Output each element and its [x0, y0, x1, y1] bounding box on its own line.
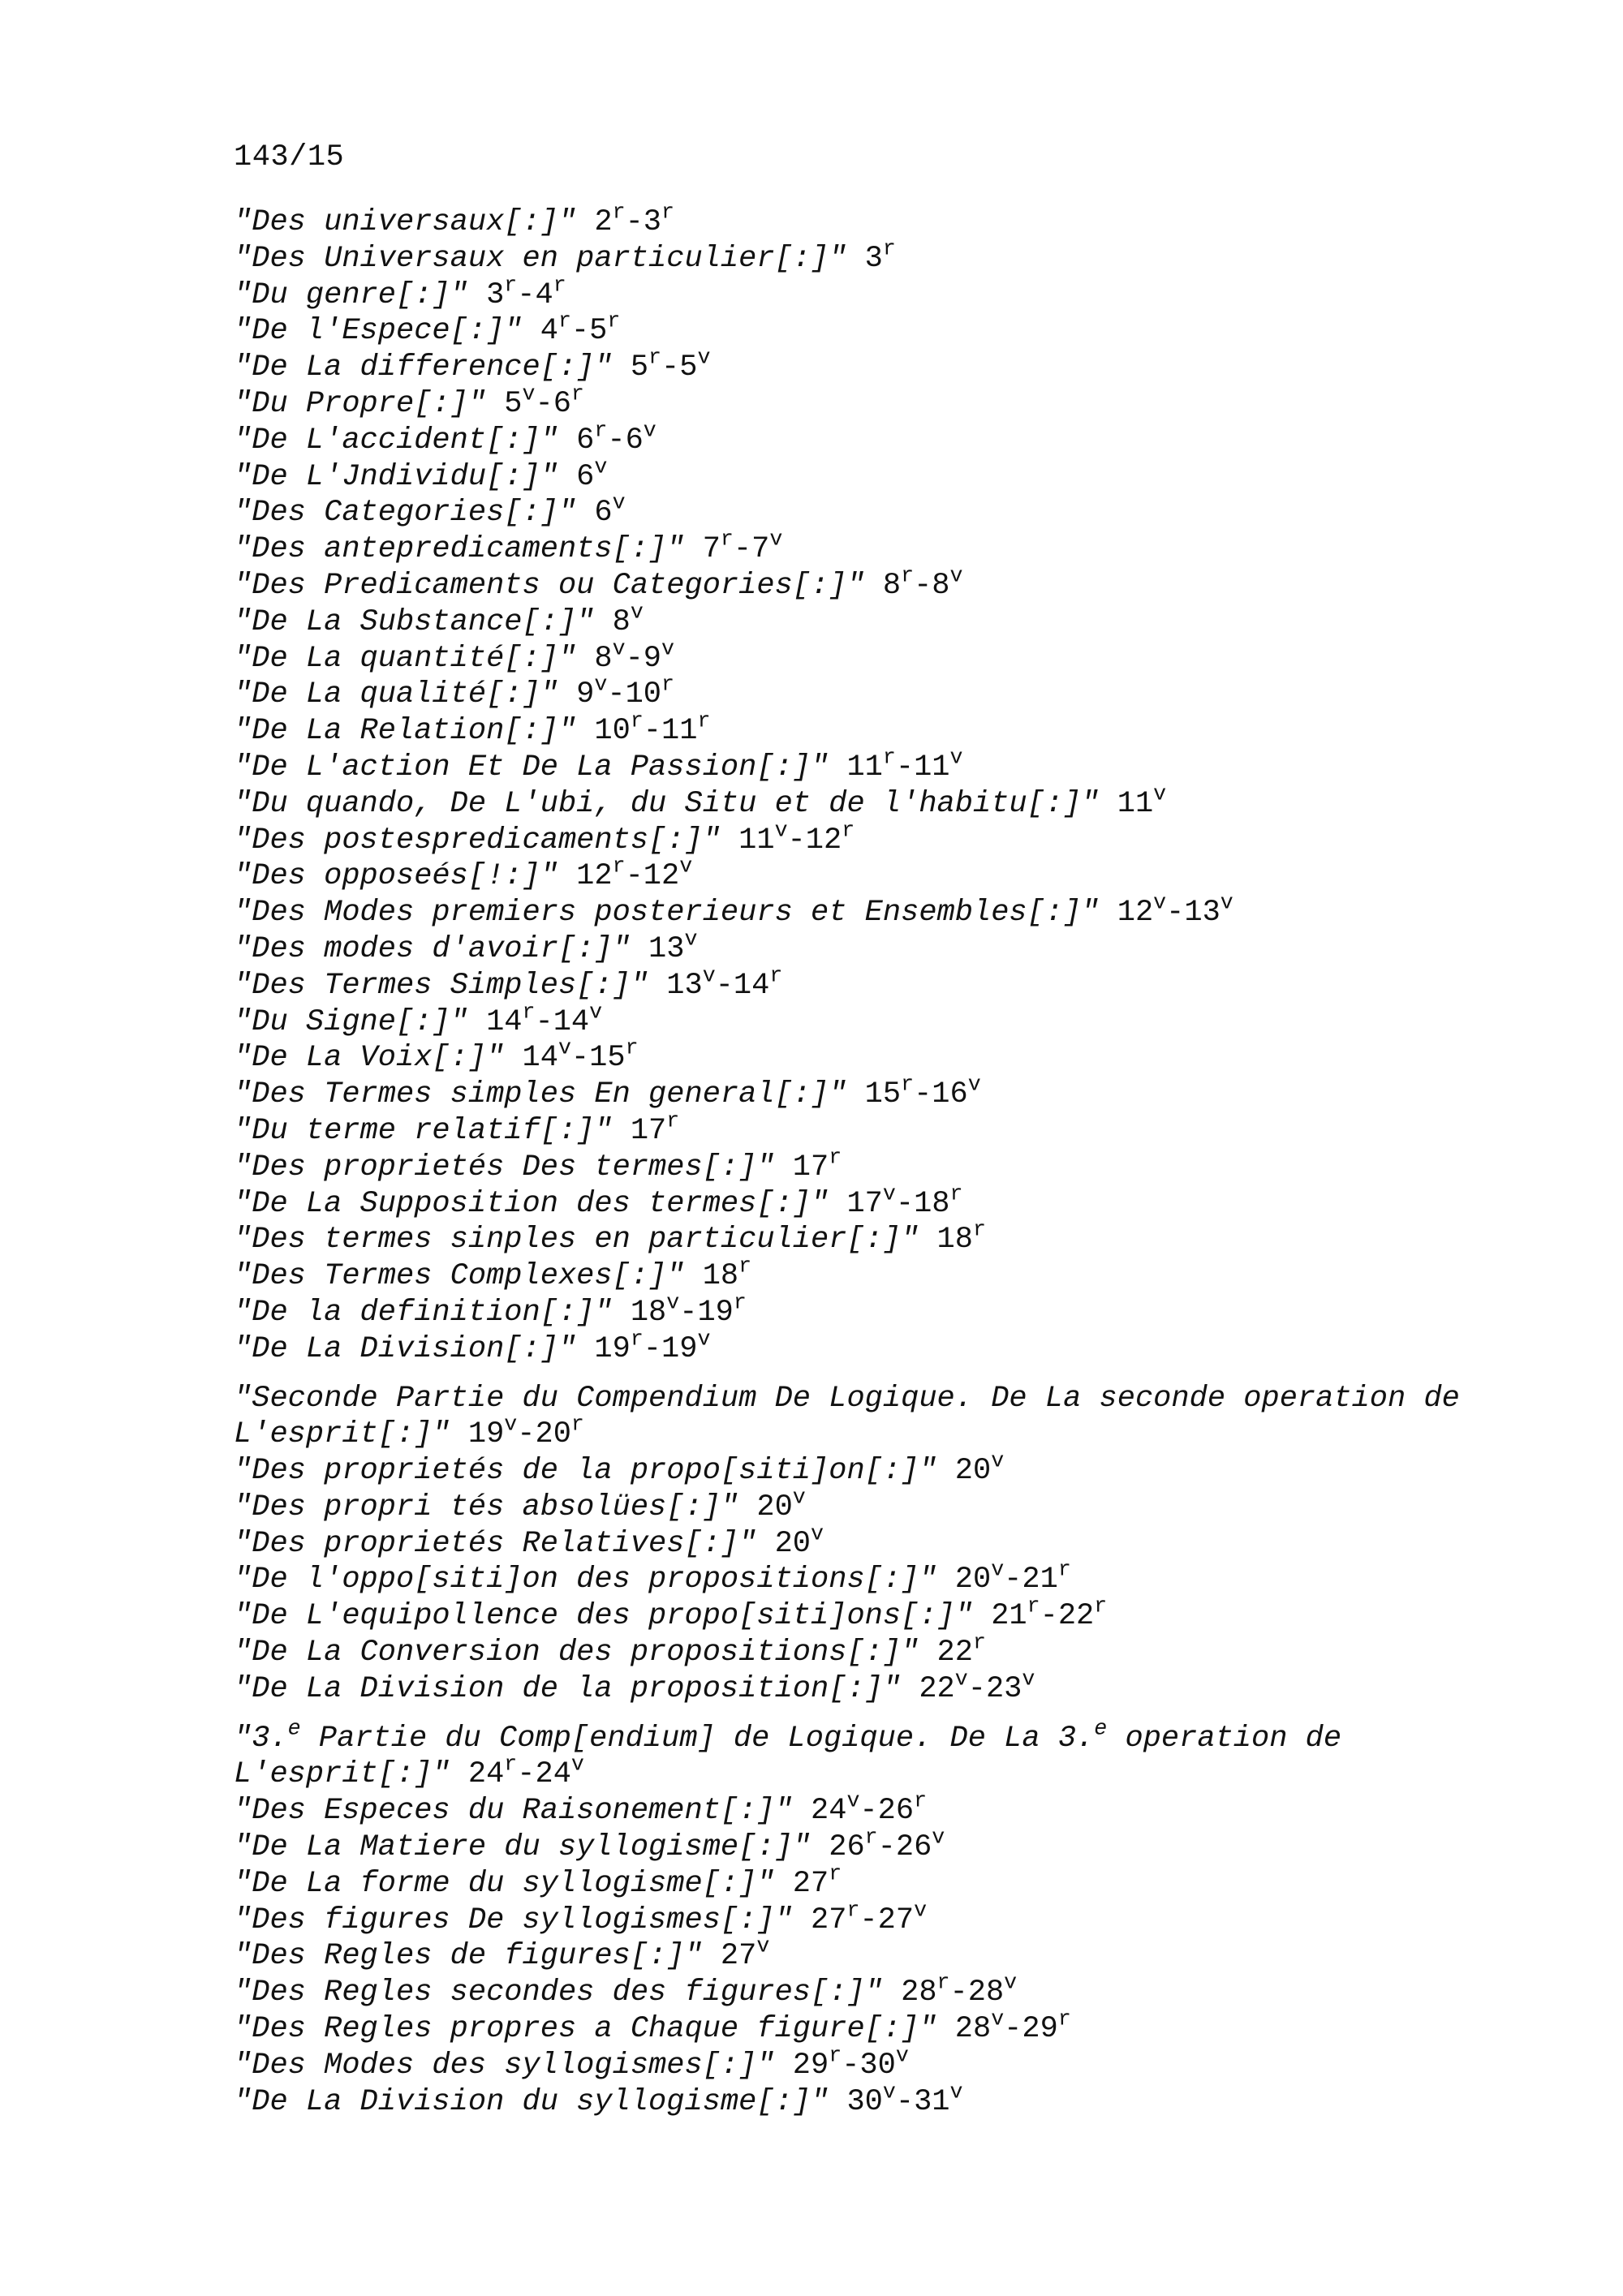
list-item: [234, 600, 1500, 641]
entry-folio: 22$^v$-23$^v$: [919, 1666, 1035, 1706]
entry-title: "Seconde Partie du Compendium De Logique. De La seconde operation de L'esprit[:]": [234, 1381, 1460, 1452]
list-item: [234, 817, 1500, 859]
entry-title: "Des Termes simples En general[:]": [234, 1077, 847, 1112]
entry-folio: 19$^v$-20$^r$: [467, 1412, 584, 1452]
entry-title: "De L'equipollence des propo[siti]ons[:]": [234, 1599, 973, 1634]
entry-folio: 13$^v$-14$^r$: [666, 963, 783, 1003]
list-item: [234, 1485, 1500, 1526]
entry-folio: 27$^v$: [720, 1933, 770, 1974]
document-id: 143/15: [234, 140, 345, 174]
list-item: [234, 672, 1500, 713]
entry-title: "Du quando, De L'ubi, du Situ et de l'habitu[:]": [234, 786, 1100, 821]
entry-title: "Des Modes des syllogismes[:]": [234, 2048, 775, 2083]
list-item: [234, 1861, 1500, 1903]
list-item: [234, 708, 1500, 750]
entry-folio: 12$^v$-13$^v$: [1117, 890, 1233, 931]
entry-title: "Des Categories[:]": [234, 496, 577, 531]
list-item: [234, 345, 1500, 386]
entry-title: "Des Universaux en particulier[:]": [234, 241, 847, 276]
list-item: [234, 2006, 1500, 2048]
entry-folio: 28$^r$-28$^v$: [901, 1970, 1018, 2010]
entry-title: "Des Termes Simples[:]": [234, 968, 649, 1003]
entry-title: "De La Voix[:]": [234, 1041, 505, 1076]
entry-folio: 20$^v$: [774, 1521, 824, 1561]
entry-folio: 27$^r$: [792, 1861, 842, 1901]
entry-title: "De L'action Et De La Passion[:]": [234, 750, 829, 785]
entry-title: "Des proprietés de la propo[siti]on[:]": [234, 1454, 937, 1489]
entry-title: "De l'oppo[siti]on des propositions[:]": [234, 1563, 937, 1597]
entry-title: "Des propri tés absolües[:]": [234, 1490, 739, 1524]
entry-title: "De La quantité[:]": [234, 641, 577, 676]
list-item: [234, 1716, 1500, 1794]
list-item: [234, 381, 1500, 423]
list-item: [234, 1825, 1500, 1866]
entry-title: "Des proprietés Des termes[:]": [234, 1150, 775, 1185]
entry-title: "Du Propre[:]": [234, 386, 487, 421]
list-item: [234, 1593, 1500, 1635]
list-item: [234, 927, 1500, 968]
entry-folio: 3$^r$: [864, 236, 896, 276]
list-item: [234, 635, 1500, 677]
list-item: [234, 527, 1500, 568]
entry-title: "Des Termes Complexes[:]": [234, 1259, 685, 1294]
list-item: [234, 1072, 1500, 1113]
entry-folio: 15$^r$-16$^v$: [864, 1072, 981, 1112]
entry-folio: 24$^v$-26$^r$: [811, 1788, 928, 1829]
list-item: [234, 1557, 1500, 1598]
entry-folio: 11$^v$: [1117, 781, 1167, 821]
list-item: [234, 1035, 1500, 1077]
list-item: [234, 308, 1500, 350]
list-item: [234, 1381, 1500, 1454]
entry-folio: 28$^v$-29$^r$: [954, 2006, 1071, 2047]
entry-title: "Des universaux[:]": [234, 205, 577, 239]
entry-title: "De La Supposition des termes[:]": [234, 1186, 829, 1221]
entry-folio: 17$^v$-18$^r$: [846, 1180, 963, 1221]
list-item: [234, 890, 1500, 931]
entry-folio: 14$^v$-15$^r$: [522, 1035, 639, 1076]
list-item: [234, 1448, 1500, 1490]
entry-title: "Des termes sinples en particulier[:]": [234, 1223, 919, 1258]
entry-title: "Du Signe[:]": [234, 1004, 468, 1039]
list-item: [234, 272, 1500, 314]
list-item: [234, 745, 1500, 786]
entry-title: "Des Regles propres a Chaque figure[:]": [234, 2012, 937, 2047]
entry-folio: 7$^r$-7$^v$: [702, 527, 783, 567]
list-item: [234, 1666, 1500, 1708]
list-item: [234, 1898, 1500, 1939]
entry-title: "Du terme relatif[:]": [234, 1113, 613, 1148]
entry-title: "De la definition[:]": [234, 1295, 613, 1330]
entry-title: "Des modes d'avoir[:]": [234, 931, 631, 966]
entry-folio: 19$^r$-19$^v$: [594, 1326, 711, 1366]
entry-title: "De La qualité[:]": [234, 677, 558, 712]
entry-folio: 29$^r$-30$^v$: [792, 2043, 909, 2083]
entry-folio: 20$^v$: [756, 1485, 806, 1524]
list-item: [234, 853, 1500, 895]
entry-folio: 6$^v$: [576, 454, 608, 494]
entry-folio: 12$^r$-12$^v$: [576, 853, 693, 894]
entry-title: "Des antepredicaments[:]": [234, 532, 685, 567]
list-item: [234, 454, 1500, 496]
list-item: [234, 1145, 1500, 1186]
entry-folio: 17$^r$: [630, 1108, 680, 1148]
entry-folio: 18$^v$-19$^r$: [630, 1290, 747, 1330]
entry-title: "De La Substance[:]": [234, 604, 595, 639]
entry-folio: 22$^r$: [936, 1630, 986, 1670]
list-item: [234, 1521, 1500, 1563]
entry-folio: 21$^r$-22$^r$: [991, 1593, 1108, 1634]
entry-group: [234, 1716, 1500, 2121]
list-item: [234, 1970, 1500, 2011]
list-item: [234, 1933, 1500, 1975]
entry-folio: 30$^v$-31$^v$: [846, 2079, 963, 2119]
entry-title: "De La Division du syllogisme[:]": [234, 2084, 829, 2119]
list-item: [234, 781, 1500, 823]
entry-folio: 11$^r$-11$^v$: [846, 745, 963, 785]
entry-title: "Des figures De syllogismes[:]": [234, 1903, 793, 1937]
entry-folio: 26$^r$-26$^v$: [829, 1825, 945, 1865]
list-item: [234, 418, 1500, 459]
list-item: [234, 1180, 1500, 1223]
entry-title: "Des Regles secondes des figures[:]": [234, 1976, 883, 2010]
entry-title: "De La Division de la proposition[:]": [234, 1671, 902, 1706]
entry-title: "Des Modes premiers posterieurs et Ensembles[:]": [234, 896, 1100, 931]
entry-folio: 9$^v$-10$^r$: [576, 672, 674, 712]
entry-folio: 6$^v$: [594, 490, 626, 531]
entry-title: "Des opposeés[!:]": [234, 859, 558, 894]
entry-title: "De La Relation[:]": [234, 714, 577, 749]
entry-title: "De L'accident[:]": [234, 423, 558, 458]
entry-folio: 13$^v$: [648, 927, 698, 966]
entry-title: "3.$^e$ Partie du Comp[endium] de Logique. De La 3.$^e$ operation de L'esprit[:]": [234, 1716, 1342, 1792]
entry-folio: 17$^r$: [792, 1145, 842, 1185]
list-item: [234, 1326, 1500, 1368]
list-item: [234, 200, 1500, 241]
entry-folio: 20$^v$-21$^r$: [954, 1557, 1071, 1597]
entry-title: "De L'Jndividu[:]": [234, 459, 558, 494]
list-item: [234, 563, 1500, 604]
entry-title: "Des postespredicaments[:]": [234, 823, 721, 858]
entry-group: [234, 1381, 1500, 1708]
list-item: [234, 1290, 1500, 1331]
entry-folio: 3$^r$-4$^r$: [486, 272, 566, 312]
list-item: [234, 2043, 1500, 2084]
list-item: [234, 963, 1500, 1004]
list-item: [234, 490, 1500, 531]
entry-title: "Des Predicaments ou Categories[:]": [234, 568, 865, 603]
list-item: [234, 1253, 1500, 1295]
entry-folio: 18$^r$: [936, 1217, 986, 1258]
entry-folio: 4$^r$-5$^r$: [540, 308, 621, 349]
entry-folio: 8$^v$-9$^v$: [594, 635, 674, 676]
entry-folio: 20$^v$: [954, 1448, 1005, 1489]
list-item: [234, 2079, 1500, 2121]
entry-folio: 2$^r$-3$^r$: [594, 200, 674, 239]
list-item: [234, 1788, 1500, 1829]
entry-folio: 10$^r$-11$^r$: [594, 708, 711, 749]
entry-folio: 18$^r$: [702, 1253, 752, 1294]
list-item: [234, 1108, 1500, 1150]
entry-folio: 24$^r$-24$^v$: [467, 1752, 584, 1792]
entry-title: "De La Division[:]": [234, 1331, 577, 1366]
entry-folio: 8$^v$: [612, 600, 644, 639]
entry-title: "De La difference[:]": [234, 350, 613, 385]
entry-title: "De La Conversion des propositions[:]": [234, 1636, 919, 1670]
table-of-contents: [234, 200, 1500, 2120]
entry-title: "Des proprietés Relatives[:]": [234, 1526, 757, 1561]
entry-folio: 5$^v$-6$^r$: [504, 381, 584, 421]
list-item: [234, 1630, 1500, 1671]
entry-folio: 27$^r$-27$^v$: [811, 1898, 928, 1937]
entry-folio: 8$^r$-8$^v$: [882, 563, 963, 603]
entry-folio: 11$^v$-12$^r$: [738, 817, 855, 858]
entry-folio: 14$^r$-14$^v$: [486, 999, 603, 1039]
list-item: [234, 1217, 1500, 1258]
entry-folio: 5$^r$-5$^v$: [630, 345, 711, 385]
entry-title: "De La Matiere du syllogisme[:]": [234, 1830, 811, 1865]
entry-title: "De La forme du syllogisme[:]": [234, 1866, 775, 1901]
entry-title: "Du genre[:]": [234, 277, 468, 312]
entry-group: [234, 200, 1500, 1368]
entry-folio: 6$^r$-6$^v$: [576, 418, 657, 458]
list-item: [234, 236, 1500, 277]
entry-title: "Des Especes du Raisonement[:]": [234, 1794, 793, 1829]
entry-title: "De l'Espece[:]": [234, 314, 523, 349]
entry-title: "Des Regles de figures[:]": [234, 1939, 703, 1974]
list-item: [234, 999, 1500, 1041]
